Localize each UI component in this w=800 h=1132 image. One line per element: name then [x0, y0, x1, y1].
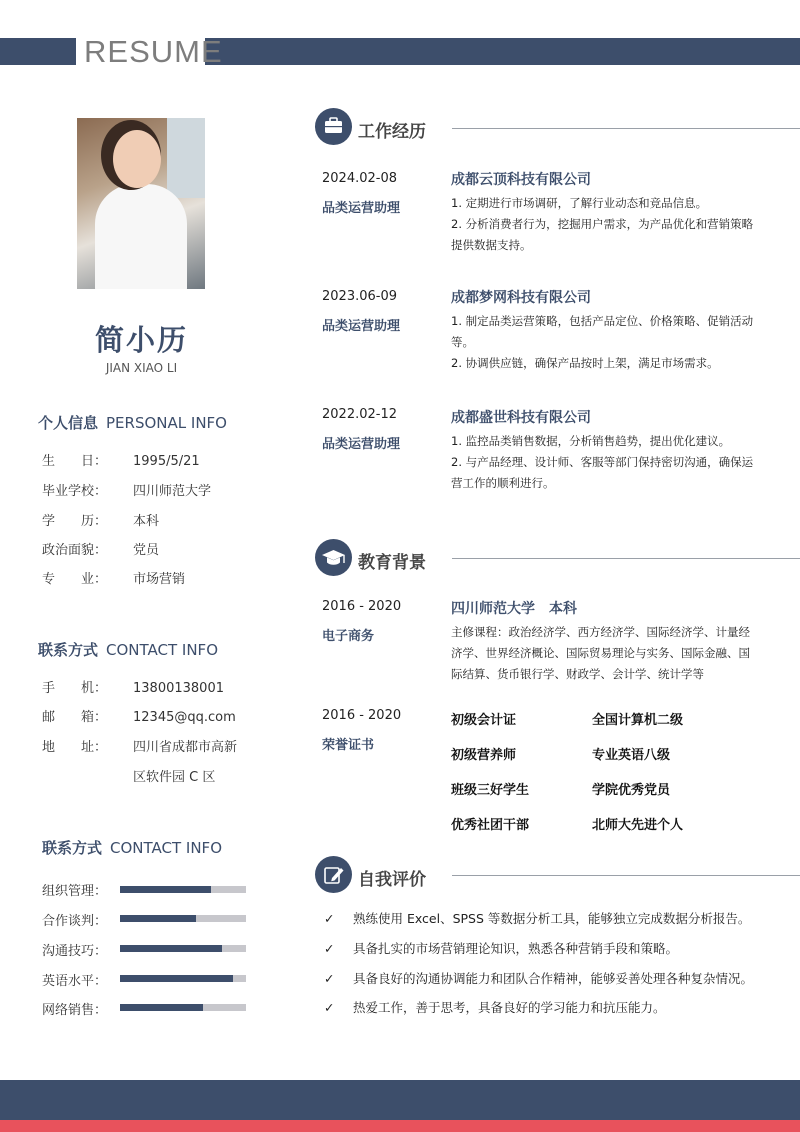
award-item: 初级会计证 — [451, 713, 517, 728]
info-row-degree: 学 历： 本科 — [42, 514, 160, 529]
job-role: 品类运营助理 — [322, 201, 401, 216]
education-section-title: 教育背景 — [358, 553, 426, 573]
personal-info-title: 个人信息 PERSONAL INFO — [38, 414, 227, 432]
section-divider — [452, 875, 800, 876]
resume-title: RESUME — [84, 34, 223, 69]
self-eval-item: ✓ 热爱工作，善于思考，具备良好的学习能力和抗压能力。 — [324, 1000, 666, 1015]
section-divider — [452, 128, 800, 129]
skill-bar — [120, 886, 246, 893]
skills-title: 联系方式 CONTACT INFO — [42, 839, 222, 857]
footer-bar — [0, 1080, 800, 1120]
job-description: 1. 监控品类销售数据，分析销售趋势，提出优化建议。 2. 与产品经理、设计师、客服等部门保持密切沟通，确保运 营工作的顺利进行。 — [451, 434, 754, 490]
check-icon: ✓ — [324, 941, 335, 956]
person-name-en: JIAN XIAO LI — [105, 361, 178, 375]
person-name: 简小历 — [94, 323, 188, 357]
skill-bar-fill — [120, 1004, 203, 1011]
award-item: 北师大先进个人 — [592, 818, 684, 833]
skill-label: 组织管理： — [42, 884, 108, 899]
self-eval-item: ✓ 熟练使用 Excel、SPSS 等数据分析工具，能够独立完成数据分析报告。 — [324, 911, 751, 926]
job-description: 1. 制定品类运营策略，包括产品定位、价格策略、促销活动 等。 2. 协调供应链，确保产品按时上架，满足市场需求。 — [451, 314, 754, 370]
award-item: 专业英语八级 — [592, 748, 671, 763]
honor-label: 荣誉证书 — [322, 738, 375, 753]
info-row-politics: 政治面貌： 党员 — [42, 543, 160, 558]
award-item: 班级三好学生 — [451, 783, 530, 798]
skill-bar-fill — [120, 886, 211, 893]
check-icon: ✓ — [324, 1000, 335, 1015]
award-item: 全国计算机二级 — [592, 713, 684, 728]
info-row-address-line2: 区软件园 C 区 — [133, 770, 216, 785]
work-section-title: 工作经历 — [358, 122, 426, 142]
header-bar-right — [205, 38, 800, 65]
job-company: 成都云顶科技有限公司 — [451, 172, 591, 188]
header-bar-left — [0, 38, 76, 65]
job-role: 品类运营助理 — [322, 319, 401, 334]
graduation-cap-icon — [315, 539, 352, 576]
job-date: 2024.02-08 — [322, 171, 397, 186]
edit-icon — [315, 856, 352, 893]
check-icon: ✓ — [324, 911, 335, 926]
info-row-phone: 手 机： 13800138001 — [42, 681, 224, 696]
check-icon: ✓ — [324, 971, 335, 986]
skill-label: 英语水平： — [42, 974, 108, 989]
honor-date: 2016 - 2020 — [322, 708, 402, 723]
footer-stripe — [0, 1120, 800, 1132]
edu-courses: 主修课程：政治经济学、西方经济学、国际经济学、计量经 济学、世界经济概论、国际贸易理论与实务、国际金融、国 际结算、货币银行学、财政学、会计学、统计学等 — [451, 625, 750, 681]
skill-bar-fill — [120, 945, 222, 952]
award-item: 学院优秀党员 — [592, 783, 671, 798]
self-eval-item: ✓ 具备良好的沟通协调能力和团队合作精神，能够妥善处理各种复杂情况。 — [324, 971, 754, 986]
skill-bar-fill — [120, 915, 196, 922]
skill-label: 网络销售： — [42, 1003, 108, 1018]
job-date: 2023.06-09 — [322, 289, 397, 304]
self-eval-item: ✓ 具备扎实的市场营销理论知识，熟悉各种营销手段和策略。 — [324, 941, 679, 956]
edu-date: 2016 - 2020 — [322, 599, 402, 614]
info-row-major: 专 业： 市场营销 — [42, 572, 186, 587]
award-item: 优秀社团干部 — [451, 818, 530, 833]
skill-bar — [120, 1004, 246, 1011]
section-divider — [452, 558, 800, 559]
self-eval-section-title: 自我评价 — [358, 870, 426, 890]
info-row-email: 邮 箱： 12345@qq.com — [42, 710, 236, 725]
award-item: 初级营养师 — [451, 748, 517, 763]
briefcase-icon — [315, 108, 352, 145]
job-description: 1. 定期进行市场调研，了解行业动态和竞品信息。 2. 分析消费者行为，挖掘用户需求，为产品优化和营销策略 提供数据支持。 — [451, 196, 754, 252]
info-row-birthday: 生 日： 1995/5/21 — [42, 454, 200, 469]
info-row-school: 毕业学校： 四川师范大学 — [42, 484, 212, 499]
info-row-address: 地 址： 四川省成都市高新 — [42, 740, 238, 755]
contact-info-title: 联系方式 CONTACT INFO — [38, 641, 218, 659]
profile-photo — [77, 118, 205, 289]
edu-school: 四川师范大学 本科 — [451, 601, 577, 617]
skill-bar-fill — [120, 975, 233, 982]
job-company: 成都梦网科技有限公司 — [451, 290, 591, 306]
skill-label: 合作谈判： — [42, 914, 108, 929]
skill-bar — [120, 945, 246, 952]
job-company: 成都盛世科技有限公司 — [451, 410, 591, 426]
skill-label: 沟通技巧： — [42, 944, 108, 959]
job-date: 2022.02-12 — [322, 407, 397, 422]
job-role: 品类运营助理 — [322, 437, 401, 452]
skill-bar — [120, 975, 246, 982]
edu-major: 电子商务 — [322, 629, 375, 644]
skill-bar — [120, 915, 246, 922]
